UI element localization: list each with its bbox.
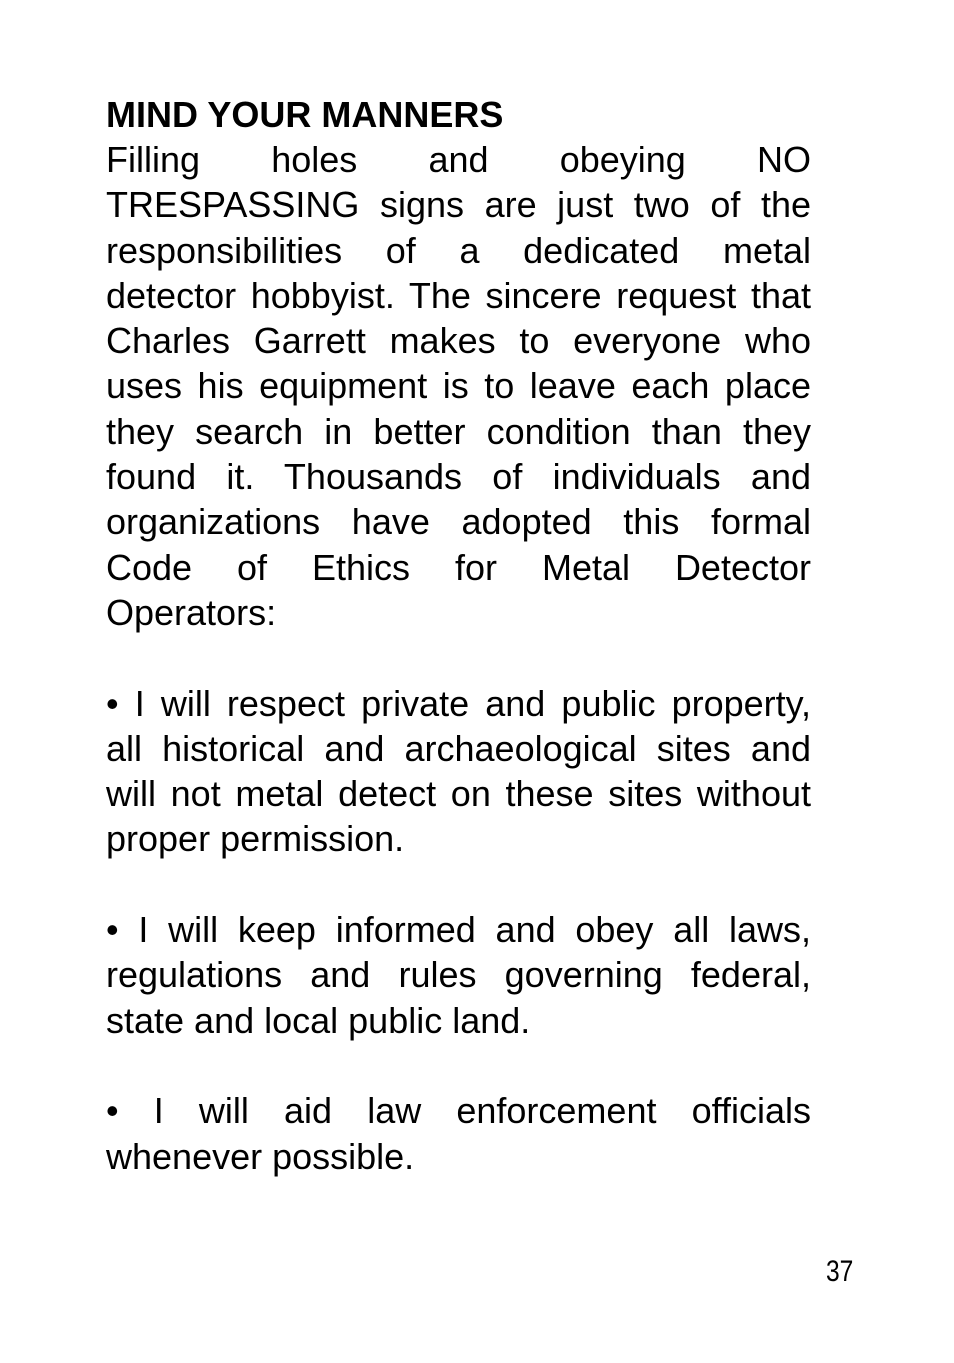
page-number: 37 (826, 1255, 854, 1288)
paragraph-spacer (106, 862, 811, 907)
code-item-2: • I will keep informed and obey all laws, regulations and rules governing federal, state and local public land. (106, 909, 811, 1041)
intro-paragraph: Filling holes and obeying NO TRESPASSING signs are just two of the responsibilities of a dedicated metal detector hobbyist. The sincere request that Charles Garrett makes to everyone who uses his equipment is to leave each place they search in better condition than they found it. Thousands of individuals and organizations have adopted this formal Code of Ethics for Metal Detector Operators: (106, 139, 811, 633)
paragraph-spacer (106, 1043, 811, 1088)
section-heading: MIND YOUR MANNERS (106, 94, 504, 135)
code-item-1: • I will respect private and public property, all historical and archaeological sites and will not metal detect on these sites without proper permission. (106, 682, 811, 860)
paragraph-spacer (106, 635, 811, 680)
code-item-3: • I will aid law enforcement officials whenever possible. (106, 1090, 811, 1177)
page-content (106, 92, 811, 1179)
